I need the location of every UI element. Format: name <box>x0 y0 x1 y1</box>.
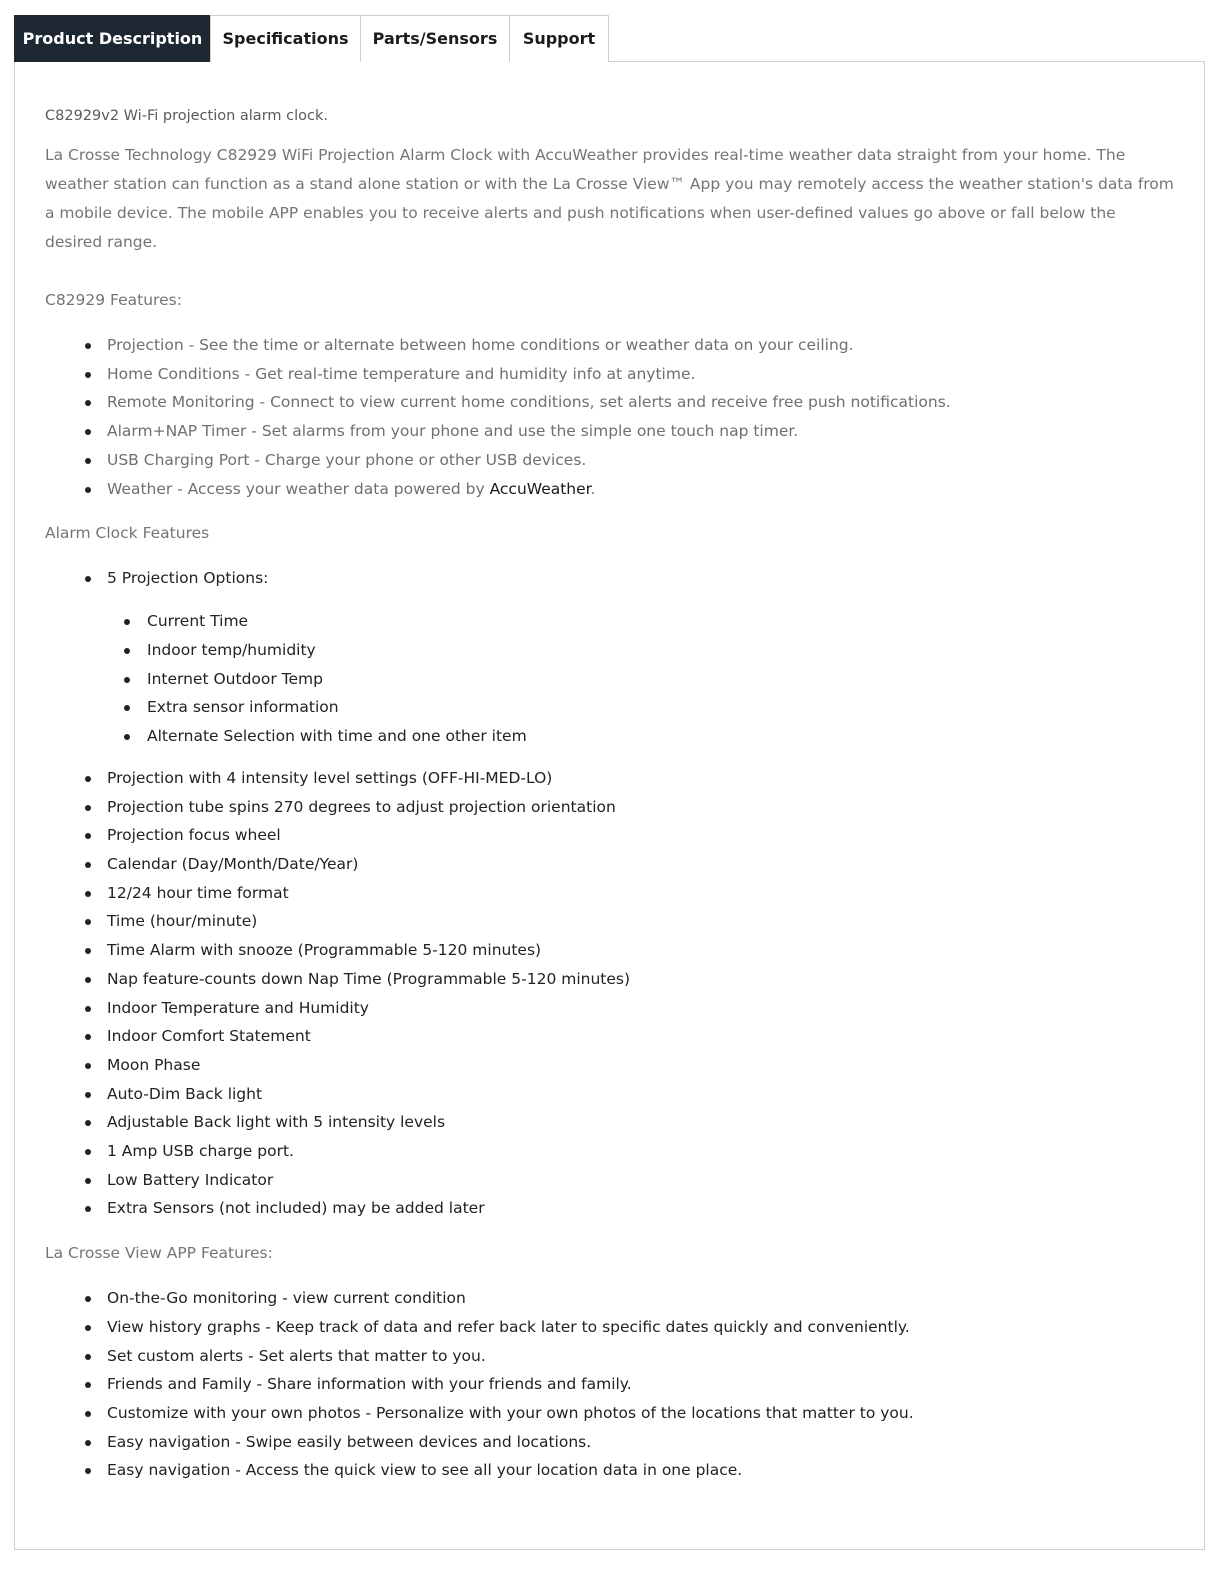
weather-item-text: Weather - Access your weather data powered by <box>107 479 490 498</box>
product-description-paragraph: La Crosse Technology C82929 WiFi Projection Alarm Clock with AccuWeather provides real-time weather data straight from your home. The weather station can function as a stand alone station or with the La Crosse View™ App you may remotely access the weather station's data from a mobile device. The mobile APP enables you to receive alerts and push notifications when user-defined values go above or fall below the desired range. <box>45 146 1174 251</box>
list-item: Internet Outdoor Temp <box>124 665 1174 694</box>
list-item: View history graphs - Keep track of data and refer back later to specific dates quickly and conveniently. <box>85 1313 1174 1342</box>
list-item: Customize with your own photos - Personalize with your own photos of the locations that matter to you. <box>85 1399 1174 1428</box>
list-item: Indoor Comfort Statement <box>85 1022 1174 1051</box>
product-description-panel <box>14 61 1205 1550</box>
list-item-weather <box>85 475 1174 504</box>
list-item: 12/24 hour time format <box>85 879 1174 908</box>
list-item: USB Charging Port - Charge your phone or other USB devices. <box>85 446 1174 475</box>
list-item: Time Alarm with snooze (Programmable 5-120 minutes) <box>85 936 1174 965</box>
tab-support[interactable]: Support <box>509 15 609 62</box>
list-item: Projection tube spins 270 degrees to adjust projection orientation <box>85 793 1174 822</box>
list-item: Indoor temp/humidity <box>124 636 1174 665</box>
tab-bar <box>14 15 608 62</box>
projection-options-label: 5 Projection Options: <box>107 569 269 588</box>
app-features-list <box>85 1284 1174 1485</box>
list-item: Nap feature-counts down Nap Time (Programmable 5-120 minutes) <box>85 965 1174 994</box>
list-item: Alternate Selection with time and one other item <box>124 722 1174 751</box>
list-item: Auto-Dim Back light <box>85 1080 1174 1109</box>
tab-product-description[interactable]: Product Description <box>14 15 211 62</box>
list-item: Calendar (Day/Month/Date/Year) <box>85 850 1174 879</box>
tab-specifications[interactable]: Specifications <box>210 15 361 62</box>
list-item: Home Conditions - Get real-time temperature and humidity info at anytime. <box>85 360 1174 389</box>
list-item: Set custom alerts - Set alerts that matter to you. <box>85 1342 1174 1371</box>
list-item: Extra Sensors (not included) may be added later <box>85 1194 1174 1223</box>
app-features-heading: La Crosse View APP Features: <box>45 1244 273 1263</box>
list-item: Projection - See the time or alternate between home conditions or weather data on your ceiling. <box>85 331 1174 360</box>
list-item: Low Battery Indicator <box>85 1166 1174 1195</box>
list-item: 1 Amp USB charge port. <box>85 1137 1174 1166</box>
list-item: Moon Phase <box>85 1051 1174 1080</box>
weather-item-suffix: . <box>590 479 596 498</box>
alarm-clock-features-list <box>85 564 1174 1223</box>
alarm-clock-features-heading: Alarm Clock Features <box>45 524 210 543</box>
projection-options-list <box>124 607 1174 751</box>
list-item: Indoor Temperature and Humidity <box>85 994 1174 1023</box>
list-item: Time (hour/minute) <box>85 907 1174 936</box>
tab-parts-sensors[interactable]: Parts/Sensors <box>360 15 510 62</box>
list-item: Easy navigation - Swipe easily between devices and locations. <box>85 1428 1174 1457</box>
list-item: Easy navigation - Access the quick view to see all your location data in one place. <box>85 1456 1174 1485</box>
product-intro: C82929v2 Wi-Fi projection alarm clock. <box>45 108 328 124</box>
list-item: On-the-Go monitoring - view current condition <box>85 1284 1174 1313</box>
list-item: Projection focus wheel <box>85 821 1174 850</box>
list-item: Projection with 4 intensity level settings (OFF-HI-MED-LO) <box>85 764 1174 793</box>
projection-options-item <box>85 564 1174 751</box>
list-item: Current Time <box>124 607 1174 636</box>
c82929-features-heading: C82929 Features: <box>45 291 182 309</box>
list-item: Alarm+NAP Timer - Set alarms from your phone and use the simple one touch nap timer. <box>85 417 1174 446</box>
list-item: Remote Monitoring - Connect to view current home conditions, set alerts and receive free push notifications. <box>85 388 1174 417</box>
list-item: Adjustable Back light with 5 intensity levels <box>85 1108 1174 1137</box>
accuweather-link[interactable]: AccuWeather <box>489 479 591 498</box>
list-item: Friends and Family - Share information with your friends and family. <box>85 1370 1174 1399</box>
c82929-features-list <box>85 331 1174 503</box>
list-item: Extra sensor information <box>124 693 1174 722</box>
